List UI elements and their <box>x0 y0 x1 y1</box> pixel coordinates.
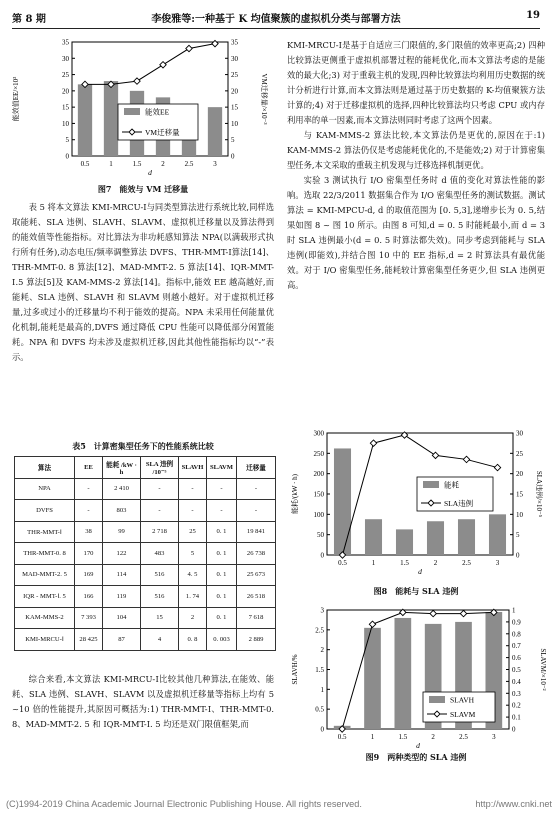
y-left-tick-label: 0.5 <box>315 705 324 714</box>
figure-8-caption: 图8 能耗与 SLA 违例 <box>373 586 459 596</box>
table-header-cell: EE <box>75 457 103 479</box>
y-right-tick-label: 0.9 <box>512 618 521 627</box>
line-marker <box>160 62 166 68</box>
y-left-tick-label: 3 <box>320 606 324 615</box>
table-cell: 99 <box>103 521 141 543</box>
legend-label: VM迁移量 <box>145 128 180 137</box>
bar <box>396 529 413 555</box>
y-left-tick-label: 25 <box>62 71 69 80</box>
y-left-tick-label: 10 <box>62 119 69 128</box>
legend-swatch-bar <box>423 481 439 488</box>
table-cell: 2 <box>179 607 207 629</box>
y-right-tick-label: 0.7 <box>512 642 521 651</box>
y-left-axis-label: 能效值EE/×10³ <box>12 76 20 122</box>
table-header-cell: SLAVM <box>207 457 237 479</box>
table-cell: 26 518 <box>237 586 276 608</box>
footer-url: http://www.cnki.net <box>475 799 552 809</box>
table-cell: 7 618 <box>237 607 276 629</box>
y-left-tick-label: 2.5 <box>315 626 324 635</box>
table-cell: 0. 1 <box>207 521 237 543</box>
y-right-tick-label: 30 <box>516 429 523 438</box>
y-right-tick-label: 0 <box>512 725 516 734</box>
x-tick-label: 3 <box>492 733 496 741</box>
table-header-row <box>15 457 276 479</box>
line-marker <box>369 621 375 627</box>
y-left-tick-label: 300 <box>313 429 324 438</box>
page-footer <box>6 799 552 809</box>
table-cell: - <box>75 500 103 522</box>
table-cell: - <box>207 478 237 500</box>
table-cell: 2 410 <box>103 478 141 500</box>
table-cell: 169 <box>75 564 103 586</box>
table-cell: - <box>237 478 276 500</box>
table-5-caption: 表5 计算密集型任务下的性能系统比较 <box>72 441 214 451</box>
table-cell: 0. 1 <box>207 607 237 629</box>
right-column-text <box>287 38 545 293</box>
bar <box>489 514 506 555</box>
table-cell: 87 <box>103 629 141 651</box>
y-right-tick-label: 0.5 <box>512 666 521 674</box>
line-marker <box>430 610 436 616</box>
bar <box>334 448 351 555</box>
y-right-tick-label: 35 <box>231 38 238 47</box>
y-right-tick-label: 0.4 <box>512 677 521 686</box>
header-rule <box>12 28 540 29</box>
table-cell: MAD-MMT-2. 5 <box>15 564 75 586</box>
line-marker <box>463 456 469 462</box>
y-left-tick-label: 5 <box>65 136 69 145</box>
table-cell: NPA <box>15 478 75 500</box>
line-marker <box>460 610 466 616</box>
y-right-tick-label: 5 <box>516 531 520 540</box>
table-cell: - <box>179 478 207 500</box>
table-cell: 119 <box>103 586 141 608</box>
figure-9-caption: 图9 两种类型的 SLA 违例 <box>365 752 467 762</box>
table-header-cell: 算法 <box>15 457 75 479</box>
table-cell: 2 889 <box>237 629 276 651</box>
table-cell: 122 <box>103 543 141 565</box>
table-cell: 0. 8 <box>179 629 207 651</box>
table-cell: DVFS <box>15 500 75 522</box>
table-cell: 38 <box>75 521 103 543</box>
table-header-cell: 迁移量 <box>237 457 276 479</box>
table-cell: 170 <box>75 543 103 565</box>
table-cell: 1. 74 <box>179 586 207 608</box>
x-tick-label: 0.5 <box>80 160 90 168</box>
legend-swatch-bar <box>429 696 445 703</box>
table-cell: - <box>75 478 103 500</box>
y-right-tick-label: 5 <box>231 136 235 145</box>
bar <box>208 107 222 156</box>
table-cell: - <box>141 500 179 522</box>
x-tick-label: 0.5 <box>337 733 347 741</box>
figure-8-chart <box>287 425 547 580</box>
x-tick-label: 2 <box>433 559 438 567</box>
page-number: 19 <box>526 10 540 21</box>
y-left-tick-label: 30 <box>62 54 69 63</box>
y-left-tick-label: 0 <box>320 551 324 560</box>
x-axis-label: d <box>418 567 422 576</box>
table-cell: THR-MMT-Ⅰ <box>15 521 75 543</box>
y-left-tick-label: 0 <box>65 152 69 161</box>
table-cell: 516 <box>141 586 179 608</box>
y-right-tick-label: 10 <box>231 119 238 128</box>
table-5 <box>14 456 276 651</box>
y-right-tick-label: 0.8 <box>512 630 521 639</box>
y-right-tick-label: 15 <box>231 103 238 112</box>
paragraph-summary: 综合来看,本文算法 KMI-MRCU-Ⅰ比较其他几种算法,在能效、能耗、SLA 违例、SLAVH、SLAVM 以及虚拟机迁移量等指标上均有 5 ~10 倍的性能提升,其原因可概括为:1) THR-MMT-Ⅰ、THR-MMT-0. 8、MAD-MMT-2. 5 和 IQR-MMT-Ⅰ. 5 均还是双门限值框架,而 <box>12 674 274 729</box>
x-tick-label: 2 <box>431 733 435 741</box>
y-right-axis-label: SLAVM/×10⁻² <box>539 648 547 691</box>
y-left-tick-label: 150 <box>313 490 324 499</box>
y-left-tick-label: 15 <box>62 103 69 112</box>
y-right-tick-label: 10 <box>516 510 523 519</box>
table-cell: 0. 1 <box>207 564 237 586</box>
bar <box>78 84 92 156</box>
table-row <box>15 607 276 629</box>
legend-label: SLA违例 <box>444 499 474 508</box>
y-left-tick-label: 200 <box>313 470 324 479</box>
table-cell: - <box>237 500 276 522</box>
y-right-tick-label: 25 <box>231 71 238 80</box>
table-cell: 0. 1 <box>207 543 237 565</box>
paragraph-experiment-3: 实验 3 测试执行 I/O 密集型任务时 d 值的变化对算法性能的影响。选取 22/3/2011 数据集合作为 I/O 密集型任务的测试数据。测试算法 = KMI-MPCU-d, d 的取值范围为 [0. 5,3],递增步长为 0. 5,结果如图 8 ~ 图 10 所示。由图 8 可知,d = 0. 5 时能耗最小,而 d = 3 时 SLA 违例最小(d = 0. 5 时算法都失效)。同步考虑到能耗与 SLA 违例(即能效),并结合图 10 中的 EE 指标,d = 2 时算法具有最优能效。对于 I/O 密集型任务,能耗较计算密集型任务更少,但 SLA 违例更高。 <box>287 175 545 290</box>
table-cell: 15 <box>141 607 179 629</box>
figure-7-caption: 图7 能效与 VM 迁移量 <box>97 184 189 194</box>
table-row <box>15 521 276 543</box>
line-marker <box>186 45 192 51</box>
table-row <box>15 586 276 608</box>
left-column-text-bottom <box>12 672 274 732</box>
y-left-tick-label: 2 <box>320 646 324 655</box>
y-left-tick-label: 50 <box>317 531 324 540</box>
paragraph-comparison: 表 5 将本文算法 KMI-MRCU-Ⅰ与同类型算法进行系统比较,同样选取能耗、SLA 违例、SLAVH、SLAVM、虚拟机迁移量以及算法得到的能效值等性能指标。对比算法为非功耗感知算法 NPA(以满载形式执行所有任务),动态电压/频率调整算法 DVFS、THR-MMT-Ⅰ算法[14]、THR-MMT-0. 8 算法[12]、MAD-MMT-2. 5 算法[14]、IQR-MMT-Ⅰ.5 算法[5]及 KAM-MMS-2 算法[14]。指标中,能效 EE 越高越好,而能耗、SLA 违例、SLAVH 和 SLAVM 则越小越好。对于虚拟机迁移量,过多或过小的迁移量均不利于能效的提高。NPA 未采用任何能量优化机制,能耗是最高的,DVFS 通过降低 CPU 性能可以降低部分闲置能耗。NPA 和 DVFS 均未涉及虚拟机迁移,因此其他性能指标均以“-”表示。 <box>12 202 274 362</box>
x-tick-label: 3 <box>213 160 217 168</box>
bar <box>365 519 382 555</box>
y-left-axis-label: SLAVH/% <box>291 654 299 685</box>
table-cell: IQR - MMT-Ⅰ. 5 <box>15 586 75 608</box>
table-cell: 114 <box>103 564 141 586</box>
table-cell: 19 841 <box>237 521 276 543</box>
y-left-tick-label: 100 <box>313 510 324 519</box>
bar <box>458 519 475 555</box>
bar <box>394 618 411 729</box>
y-left-tick-label: 20 <box>62 87 69 96</box>
paragraph-reasons: KMI-MRCU-Ⅰ是基于自适应三门限值的,多门限值的效率更高;2) 四种比较算法更侧重于虚拟机部署过程的能耗优化,而本文算法考虑的是能效的最大化;3) 对于重载主机的发现,四种比较算法均利用历史数据的统计分析进行计算,而本文算法则是通过基于历史数据的 K-均值聚簇方法计算的;4) 对于迁移虚拟机的选择,四种比较算法均只考虑 CPU 或内存利用率的单一因素,而本文算法则同时考虑了这两个因素。 <box>287 40 545 125</box>
y-right-tick-label: 0.6 <box>512 654 521 663</box>
table-cell: - <box>179 500 207 522</box>
y-right-tick-label: 0.1 <box>512 713 521 722</box>
x-tick-label: 2.5 <box>459 733 468 741</box>
table-row <box>15 478 276 500</box>
y-right-tick-label: 0.2 <box>512 701 521 710</box>
line-marker <box>432 452 438 458</box>
table-cell: 28 425 <box>75 629 103 651</box>
table-row <box>15 543 276 565</box>
table-cell: 5 <box>179 543 207 565</box>
y-right-tick-label: 0 <box>516 551 520 560</box>
x-tick-label: 3 <box>495 559 500 567</box>
running-title: 李俊雅等:一种基于 K 均值聚簇的虚拟机分类与部署方法 <box>151 14 401 25</box>
y-right-tick-label: 15 <box>516 490 523 499</box>
table-cell: 0. 1 <box>207 586 237 608</box>
table-cell: 0. 003 <box>207 629 237 651</box>
left-column-text-top <box>12 200 274 365</box>
y-right-axis-label: SLA违例/×10⁻⁵ <box>535 470 543 518</box>
table-cell: 483 <box>141 543 179 565</box>
y-right-tick-label: 1 <box>512 606 516 615</box>
table-row <box>15 500 276 522</box>
legend-label: 能耗 <box>444 480 459 490</box>
x-tick-label: 2.5 <box>462 559 471 567</box>
bar <box>427 521 444 555</box>
x-tick-label: 1.5 <box>398 733 408 741</box>
series-line <box>85 44 215 85</box>
copyright-text: (C)1994-2019 China Academic Journal Electronic Publishing House. All rights reserved. <box>6 799 362 809</box>
legend-label: SLAVH <box>450 695 475 705</box>
y-right-tick-label: 0.3 <box>512 689 521 698</box>
table-cell: - <box>207 500 237 522</box>
table-cell: 2 718 <box>141 521 179 543</box>
x-tick-label: 1 <box>371 559 376 567</box>
table-row <box>15 564 276 586</box>
table-cell: 4. 5 <box>179 564 207 586</box>
x-tick-label: 2.5 <box>184 160 194 168</box>
line-marker <box>212 40 218 46</box>
y-right-tick-label: 20 <box>516 470 523 479</box>
legend-label: SLAVM <box>450 710 476 719</box>
y-left-tick-label: 1 <box>320 685 324 694</box>
y-left-tick-label: 0 <box>320 725 324 734</box>
x-tick-label: 1.5 <box>132 160 142 168</box>
x-axis-label: d <box>148 168 152 177</box>
bar <box>104 81 118 156</box>
table-row <box>15 629 276 651</box>
x-tick-label: 1 <box>370 733 375 741</box>
table-cell: KMI-MRCU-Ⅰ <box>15 629 75 651</box>
x-tick-label: 1 <box>109 160 113 168</box>
table-cell: - <box>141 478 179 500</box>
table-cell: 516 <box>141 564 179 586</box>
y-left-tick-label: 35 <box>62 38 69 47</box>
figure-7-chart <box>10 36 275 186</box>
line-marker <box>134 78 140 84</box>
y-left-tick-label: 1.5 <box>315 666 324 674</box>
legend-swatch-bar <box>124 108 140 115</box>
table-cell: 4 <box>141 629 179 651</box>
line-marker <box>494 464 500 470</box>
y-left-axis-label: 能耗/(kW · h) <box>291 474 299 514</box>
x-tick-label: 0.5 <box>338 559 347 567</box>
y-right-tick-label: 20 <box>231 87 238 96</box>
table-cell: 104 <box>103 607 141 629</box>
y-right-tick-label: 25 <box>516 449 523 458</box>
table-cell: THR-MMT-0. 8 <box>15 543 75 565</box>
issue-number: 第 8 期 <box>12 14 46 25</box>
x-tick-label: 1.5 <box>400 559 409 567</box>
y-right-tick-label: 0 <box>231 152 235 161</box>
table-cell: KAM-MMS-2 <box>15 607 75 629</box>
table-cell: 7 393 <box>75 607 103 629</box>
y-right-axis-label: VM迁移量/×10⁻³ <box>260 73 268 125</box>
y-right-tick-label: 30 <box>231 54 238 63</box>
table-cell: 25 <box>179 521 207 543</box>
table-cell: 26 738 <box>237 543 276 565</box>
table-cell: 803 <box>103 500 141 522</box>
table-header-cell: 能耗 /kW · h <box>103 457 141 479</box>
table-header-cell: SLA 违例 /10⁻⁵ <box>141 457 179 479</box>
figure-9-chart <box>287 604 547 754</box>
table-header-cell: SLAVH <box>179 457 207 479</box>
x-axis-label: d <box>416 741 420 750</box>
running-header <box>12 10 540 30</box>
paragraph-kam-comparison: 与 KAM-MMS-2 算法比较,本文算法仍是更优的,原因在于:1) KAM-MMS-2 算法仍仅是考虑能耗优化的,不是能效;2) 对于计算密集型任务,本文采取的重载主机发现与迁移选择机制更优。 <box>287 130 545 170</box>
y-left-tick-label: 250 <box>313 449 324 458</box>
table-cell: 166 <box>75 586 103 608</box>
x-tick-label: 2 <box>161 160 165 168</box>
line-marker <box>370 440 376 446</box>
table-cell: 25 673 <box>237 564 276 586</box>
legend-label: 能效EE <box>145 107 170 117</box>
